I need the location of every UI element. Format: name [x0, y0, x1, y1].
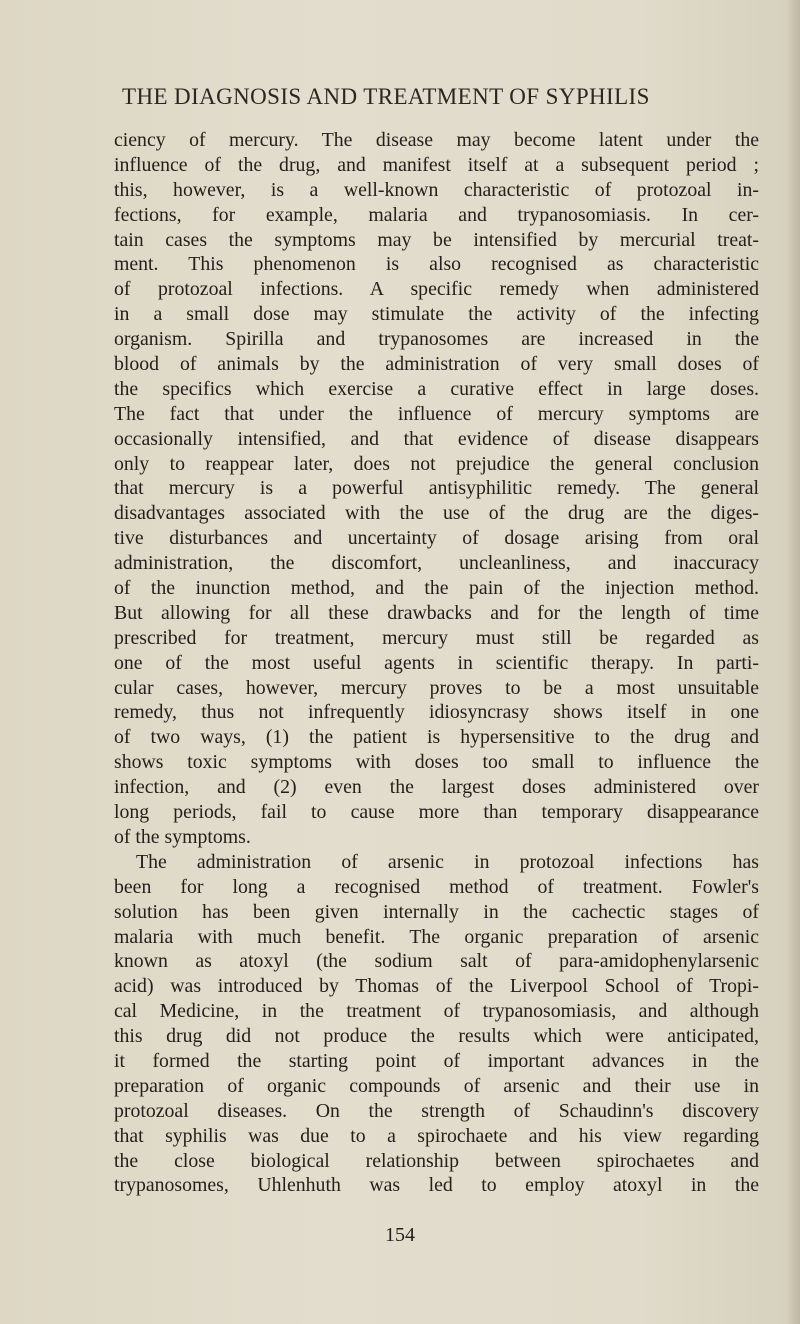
text-line: long periods, fail to cause more than temporary disappearance [114, 801, 759, 824]
body-text [114, 128, 759, 1198]
text-line: of the symptoms. [114, 825, 251, 848]
text-line: it formed the starting point of important advances in the [114, 1049, 759, 1072]
text-line: preparation of organic compounds of arsenic and their use in [114, 1074, 759, 1097]
text-line: solution has been given internally in the cachectic stages of [114, 900, 759, 923]
text-line: of the inunction method, and the pain of the injection method. [114, 577, 759, 600]
text-line: trypanosomes, Uhlenhuth was led to employ atoxyl in the [114, 1174, 759, 1197]
text-line: one of the most useful agents in scientific therapy. In parti- [114, 651, 759, 674]
text-line: But allowing for all these drawbacks and for the length of time [114, 601, 759, 624]
page-number: 154 [385, 1224, 415, 1246]
text-line: tain cases the symptoms may be intensified by mercurial treat- [114, 228, 759, 251]
text-line: The fact that under the influence of mercury symptoms are [114, 402, 759, 425]
text-line: occasionally intensified, and that evidence of disease disappears [114, 427, 759, 450]
text-line: shows toxic symptoms with doses too small to influence the [114, 751, 759, 774]
text-line: cal Medicine, in the treatment of trypanosomiasis, and although [114, 1000, 759, 1023]
text-line: of two ways, (1) the patient is hypersensitive to the drug and [114, 726, 759, 749]
running-head: THE DIAGNOSIS AND TREATMENT OF SYPHILIS [122, 84, 650, 109]
text-line: cular cases, however, mercury proves to be a most unsuitable [114, 676, 759, 699]
text-line: known as atoxyl (the sodium salt of para-amidophenylarsenic [114, 950, 759, 973]
text-line: organism. Spirilla and trypanosomes are increased in the [114, 328, 759, 351]
text-line: tive disturbances and uncertainty of dosage arising from oral [114, 527, 759, 550]
text-line: only to reappear later, does not prejudice the general conclusion [114, 452, 759, 475]
text-line: malaria with much benefit. The organic preparation of arsenic [114, 925, 759, 948]
text-line: that syphilis was due to a spirochaete and his view regarding [114, 1124, 759, 1147]
text-line: infection, and (2) even the largest doses administered over [114, 776, 759, 799]
text-line: in a small dose may stimulate the activity of the infecting [114, 303, 759, 326]
text-line: influence of the drug, and manifest itself at a subsequent period ; [114, 153, 759, 176]
text-line: the specifics which exercise a curative effect in large doses. [114, 377, 759, 400]
text-line: acid) was introduced by Thomas of the Liverpool School of Tropi- [114, 975, 759, 998]
text-line: administration, the discomfort, uncleanliness, and inaccuracy [114, 552, 759, 575]
text-line: this drug did not produce the results which were anticipated, [114, 1025, 759, 1048]
page-edge-shadow [786, 0, 800, 1324]
text-line: blood of animals by the administration of very small doses of [114, 353, 759, 376]
text-line: that mercury is a powerful antisyphilitic remedy. The general [114, 477, 759, 500]
text-line: this, however, is a well-known characteristic of protozoal in- [114, 178, 759, 201]
text-line: disadvantages associated with the use of the drug are the diges- [114, 502, 759, 525]
text-line: remedy, thus not infrequently idiosyncrasy shows itself in one [114, 701, 759, 724]
text-line: of protozoal infections. A specific remedy when administered [114, 278, 759, 301]
text-line: The administration of arsenic in protozoal infections has [136, 850, 759, 873]
text-line: ciency of mercury. The disease may become latent under the [114, 129, 759, 151]
text-line: the close biological relationship between spirochaetes and [114, 1149, 759, 1172]
text-line: fections, for example, malaria and trypanosomiasis. In cer- [114, 203, 759, 226]
text-line: protozoal diseases. On the strength of Schaudinn's discovery [114, 1099, 759, 1122]
text-line: ment. This phenomenon is also recognised as characteristic [114, 253, 759, 276]
text-line: prescribed for treatment, mercury must still be regarded as [114, 626, 759, 649]
text-line: been for long a recognised method of treatment. Fowler's [114, 875, 759, 898]
